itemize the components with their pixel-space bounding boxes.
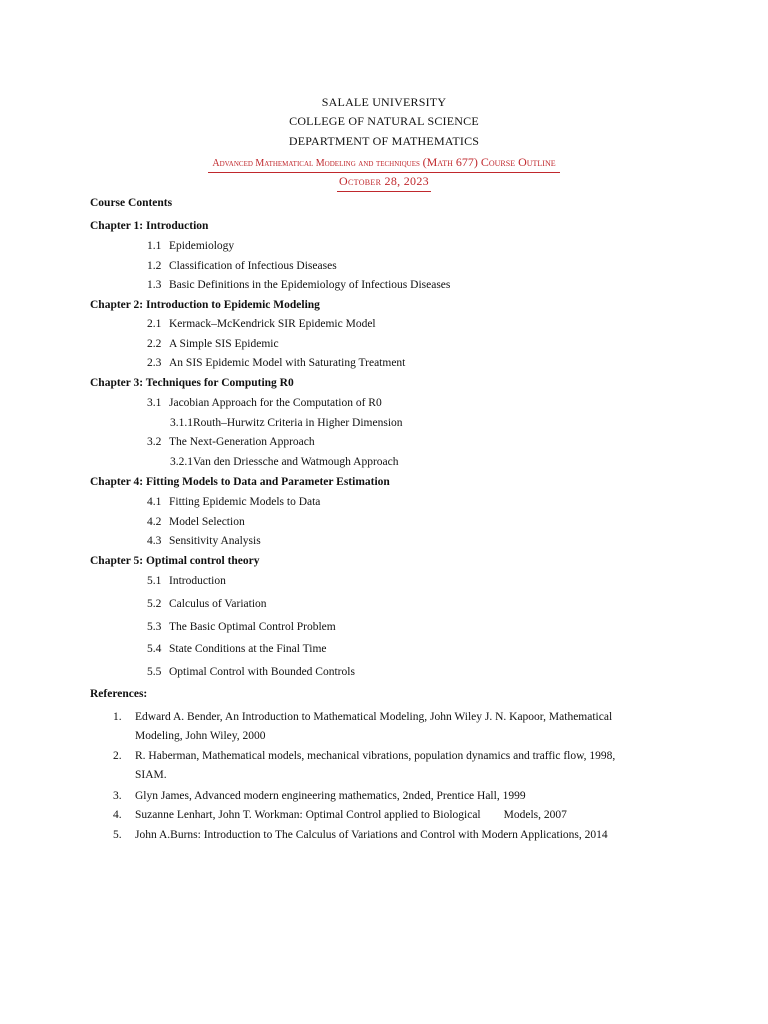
section-number: 4.1 <box>147 496 162 508</box>
course-date-text: October 28, 2023 <box>337 174 431 192</box>
chapter-heading: Chapter 2: Introduction to Epidemic Modeling <box>90 299 320 311</box>
college-name: COLLEGE OF NATURAL SCIENCE <box>289 114 479 128</box>
section-number: 1.2 <box>147 260 162 272</box>
section-item <box>147 575 226 587</box>
section-item <box>147 643 327 655</box>
section-number: 2.1 <box>147 318 162 330</box>
section-item <box>147 279 450 291</box>
reference-number: 4. <box>113 809 122 821</box>
chapter-heading: Chapter 5: Optimal control theory <box>90 555 260 567</box>
section-title: Classification of Infectious Diseases <box>169 260 337 272</box>
reference-text: SIAM. <box>135 769 167 781</box>
reference-number: 2. <box>113 750 122 762</box>
section-number: 5.3 <box>147 621 162 633</box>
section-title: The Basic Optimal Control Problem <box>169 621 336 633</box>
section-number: 3.1.1 <box>170 417 193 429</box>
reference-text: R. Haberman, Mathematical models, mechanical vibrations, population dynamics and traffic flow, 1998, <box>135 750 616 762</box>
section-number: 3.2 <box>147 436 162 448</box>
section-item <box>147 436 315 448</box>
reference-number: 1. <box>113 711 122 723</box>
section-number: 1.1 <box>147 240 162 252</box>
university-name: SALALE UNIVERSITY <box>321 95 447 109</box>
section-item <box>147 496 320 508</box>
section-title: Introduction <box>169 575 226 587</box>
section-number: 1.3 <box>147 279 162 291</box>
section-title: An SIS Epidemic Model with Saturating Treatment <box>169 357 406 369</box>
course-date <box>0 174 768 192</box>
chapter-heading: Chapter 1: Introduction <box>90 220 209 232</box>
section-item <box>147 516 245 528</box>
section-number: 5.2 <box>147 598 162 610</box>
section-item <box>147 666 355 678</box>
section-item <box>147 260 337 272</box>
section-title: State Conditions at the Final Time <box>169 643 327 655</box>
section-number: 5.5 <box>147 666 162 678</box>
section-number: 5.4 <box>147 643 162 655</box>
reference-text: Suzanne Lenhart, John T. Workman: Optimal Control applied to Biological Models, 2007 <box>135 809 567 821</box>
section-number: 2.2 <box>147 338 162 350</box>
section-number: 3.1 <box>147 397 162 409</box>
section-number: 4.3 <box>147 535 162 547</box>
reference-text: Edward A. Bender, An Introduction to Mathematical Modeling, John Wiley J. N. Kapoor, Mathematical <box>135 711 613 723</box>
section-title: Optimal Control with Bounded Controls <box>169 666 355 678</box>
course-title-code: (Math 677) Course Outline <box>422 155 556 169</box>
reference-number: 5. <box>113 829 122 841</box>
section-title: Jacobian Approach for the Computation of R0 <box>169 397 382 409</box>
section-item <box>147 535 261 547</box>
course-title-name: Advanced Mathematical Modeling and techniques <box>212 158 420 169</box>
section-title: Epidemiology <box>169 240 235 252</box>
section-item <box>170 417 403 429</box>
section-title: Model Selection <box>169 516 245 528</box>
department-name: DEPARTMENT OF MATHEMATICS <box>288 134 480 148</box>
section-number: 3.2.1 <box>170 456 193 468</box>
section-number: 5.1 <box>147 575 162 587</box>
section-item <box>147 338 279 350</box>
section-item <box>147 357 405 369</box>
contents-heading: Course Contents <box>90 197 173 209</box>
section-item <box>147 318 376 330</box>
section-title: Van den Driessche and Watmough Approach <box>193 456 399 468</box>
chapter-heading: Chapter 3: Techniques for Computing R0 <box>90 377 294 389</box>
section-title: Fitting Epidemic Models to Data <box>169 496 321 508</box>
section-item <box>147 397 382 409</box>
reference-text: Modeling, John Wiley, 2000 <box>135 730 266 742</box>
references-heading: References: <box>90 688 148 700</box>
section-item <box>170 456 399 468</box>
reference-text: John A.Burns: Introduction to The Calculus of Variations and Control with Modern Applications, 2014 <box>135 829 608 841</box>
section-title: Kermack–McKendrick SIR Epidemic Model <box>169 318 376 330</box>
section-title: Calculus of Variation <box>169 598 267 610</box>
section-title: The Next-Generation Approach <box>169 436 315 448</box>
section-number: 2.3 <box>147 357 162 369</box>
section-title: Basic Definitions in the Epidemiology of Infectious Diseases <box>169 279 451 291</box>
section-item <box>147 598 267 610</box>
reference-number: 3. <box>113 790 122 802</box>
section-number: 4.2 <box>147 516 162 528</box>
section-title: Sensitivity Analysis <box>169 535 261 547</box>
section-title: Routh–Hurwitz Criteria in Higher Dimension <box>193 417 403 429</box>
section-item <box>147 621 336 633</box>
section-title: A Simple SIS Epidemic <box>169 338 279 350</box>
reference-text: Glyn James, Advanced modern engineering mathematics, 2nded, Prentice Hall, 1999 <box>135 790 526 802</box>
course-title <box>0 155 768 173</box>
section-item <box>147 240 234 252</box>
chapter-heading: Chapter 4: Fitting Models to Data and Parameter Estimation <box>90 476 390 488</box>
